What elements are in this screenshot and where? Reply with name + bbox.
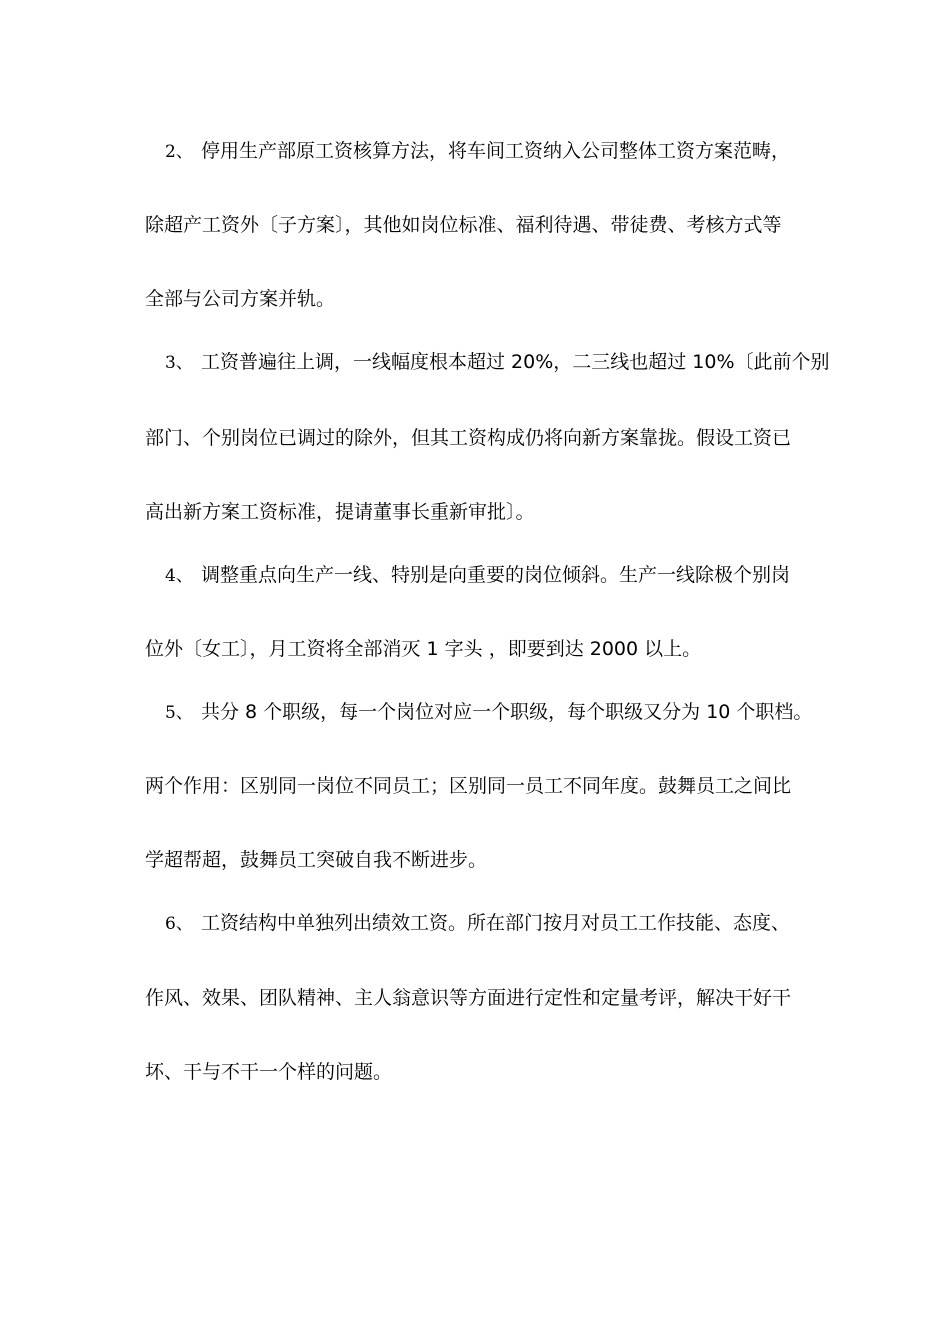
- item-text: 工资普遍往上调，一线幅度根本超过 20%，二三线也超过 10%〔此前个别: [201, 351, 830, 373]
- item-2-line-1: [165, 139, 835, 164]
- item-text: 部门、个别岗位已调过的除外，但其工资构成仍将向新方案靠拢。假设工资已: [145, 427, 792, 449]
- item-2-line-3: [145, 287, 815, 311]
- item-text: 高出新方案工资标准，提请董事长重新审批〕。: [145, 501, 535, 523]
- item-text: 作风、效果、团队精神、主人翁意识等方面进行定性和定量考评，解决干好干: [145, 987, 792, 1009]
- item-number: 5、: [165, 703, 193, 723]
- item-text: 调整重点向生产一线、特别是向重要的岗位倾斜。生产一线除极个别岗: [201, 564, 791, 586]
- item-text: 共分 8 个职级，每一个岗位对应一个职级，每个职级又分为 10 个职档。: [201, 701, 813, 723]
- item-3-line-3: [145, 500, 815, 524]
- item-3-line-2: [145, 426, 815, 450]
- item-text: 全部与公司方案并轨。: [145, 288, 336, 310]
- item-4-line-2: [145, 637, 815, 661]
- item-text: 坏、干与不干一个样的问题。: [145, 1061, 393, 1083]
- item-6-line-1: [165, 911, 835, 936]
- item-4-line-1: [165, 563, 835, 588]
- item-6-line-2: [145, 986, 815, 1010]
- item-6-line-3: [145, 1060, 815, 1084]
- item-number: 3、: [165, 353, 193, 373]
- item-text: 位外〔女工〕，月工资将全部消灭 1 字头 ，即要到达 2000 以上。: [145, 638, 702, 660]
- item-text: 除超产工资外〔子方案〕，其他如岗位标准、福利待遇、带徒费、考核方式等: [145, 214, 782, 236]
- item-text: 停用生产部原工资核算方法，将车间工资纳入公司整体工资方案范畴，: [201, 140, 791, 162]
- item-2-line-2: [145, 213, 815, 237]
- item-5-line-1: [165, 700, 835, 725]
- item-text: 学超帮超，鼓舞员工突破自我不断进步。: [145, 849, 488, 871]
- item-5-line-2: [145, 774, 815, 798]
- item-3-line-1: [165, 350, 835, 375]
- item-5-line-3: [145, 848, 815, 872]
- item-text: 工资结构中单独列出绩效工资。所在部门按月对员工工作技能、态度、: [201, 912, 791, 934]
- item-number: 6、: [165, 914, 193, 934]
- item-number: 2、: [165, 142, 193, 162]
- item-number: 4、: [165, 566, 193, 586]
- item-text: 两个作用：区别同一岗位不同员工；区别同一员工不同年度。鼓舞员工之间比: [145, 775, 792, 797]
